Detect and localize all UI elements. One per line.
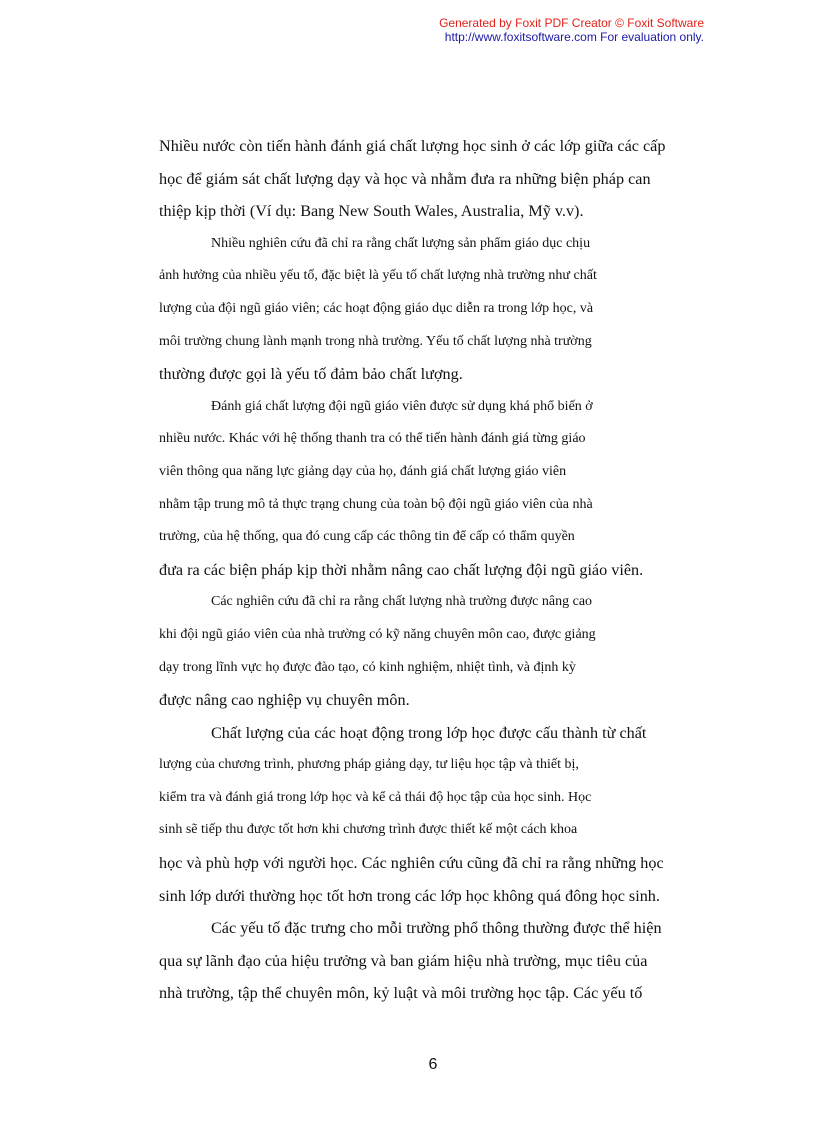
text-line: sinh lớp dưới thường học tốt hơn trong các lớp học không quá đông học sinh. (159, 886, 660, 905)
text-line: thiệp kịp thời (Ví dụ: Bang New South Wales, Australia, Mỹ v.v). (159, 202, 584, 221)
text-line: nhằm tập trung mô tả thực trạng chung của toàn bộ đội ngũ giáo viên của nhà (159, 496, 593, 512)
text-line: Các nghiên cứu đã chỉ ra rằng chất lượng nhà trường được nâng cao (211, 594, 593, 610)
text-line: dạy trong lĩnh vực họ được đào tạo, có kinh nghiệm, nhiệt tình, và định kỳ (159, 659, 576, 675)
text-line: qua sự lãnh đạo của hiệu trưởng và ban giám hiệu nhà trường, mục tiêu của (159, 951, 648, 970)
text-line: Các yếu tố đặc trưng cho mỗi trường phổ thông thường được thể hiện (211, 919, 662, 938)
watermark-generated-line: Generated by Foxit PDF Creator © Foxit Software (439, 16, 704, 30)
watermark-url-line: http://www.foxitsoftware.com For evaluation only. (444, 30, 704, 44)
foxit-watermark (439, 16, 704, 44)
text-line: học để giám sát chất lượng dạy và học và nhằm đưa ra những biện pháp can (159, 169, 651, 188)
text-line: ảnh hưởng của nhiều yếu tố, đặc biệt là yếu tố chất lượng nhà trường như chất (159, 268, 597, 284)
text-line: Đánh giá chất lượng đội ngũ giáo viên được sử dụng khá phổ biến ở (211, 398, 593, 414)
text-line: học và phù hợp với người học. Các nghiên cứu cũng đã chỉ ra rằng những học (159, 854, 664, 873)
text-line: nhiều nước. Khác với hệ thống thanh tra có thể tiến hành đánh giá từng giáo (159, 431, 586, 447)
text-line: thường được gọi là yếu tố đảm bảo chất lượng. (159, 365, 463, 384)
text-line: sinh sẽ tiếp thu được tốt hơn khi chương trình được thiết kế một cách khoa (159, 822, 578, 838)
text-line: lượng của chương trình, phương pháp giảng dạy, tư liệu học tập và thiết bị, (159, 757, 579, 773)
text-line: đưa ra các biện pháp kịp thời nhằm nâng cao chất lượng đội ngũ giáo viên. (159, 560, 644, 579)
text-line: lượng của đội ngũ giáo viên; các hoạt động giáo dục diễn ra trong lớp học, và (159, 300, 594, 316)
text-line: trường, của hệ thống, qua đó cung cấp các thông tin để cấp có thẩm quyền (159, 529, 575, 545)
text-line: Nhiều nghiên cứu đã chỉ ra rằng chất lượng sản phẩm giáo dục chịu (211, 235, 591, 251)
text-line: khi đội ngũ giáo viên của nhà trường có kỹ năng chuyên môn cao, được giảng (159, 626, 596, 642)
text-line: được nâng cao nghiệp vụ chuyên môn. (159, 691, 410, 710)
document-body (159, 130, 707, 1010)
text-line: Chất lượng của các hoạt động trong lớp học được cấu thành từ chất (211, 723, 647, 742)
text-line: nhà trường, tập thể chuyên môn, kỷ luật và môi trường học tập. Các yếu tố (159, 984, 643, 1003)
text-line: kiểm tra và đánh giá trong lớp học và kể cả thái độ học tập của học sinh. Học (159, 789, 592, 805)
text-line: môi trường chung lành mạnh trong nhà trường. Yếu tố chất lượng nhà trường (159, 333, 592, 349)
page-number: 6 (428, 1056, 438, 1073)
text-line: viên thông qua năng lực giảng dạy của họ, đánh giá chất lượng giáo viên (159, 463, 567, 479)
text-line: Nhiều nước còn tiến hành đánh giá chất lượng học sinh ở các lớp giữa các cấp (159, 137, 666, 155)
